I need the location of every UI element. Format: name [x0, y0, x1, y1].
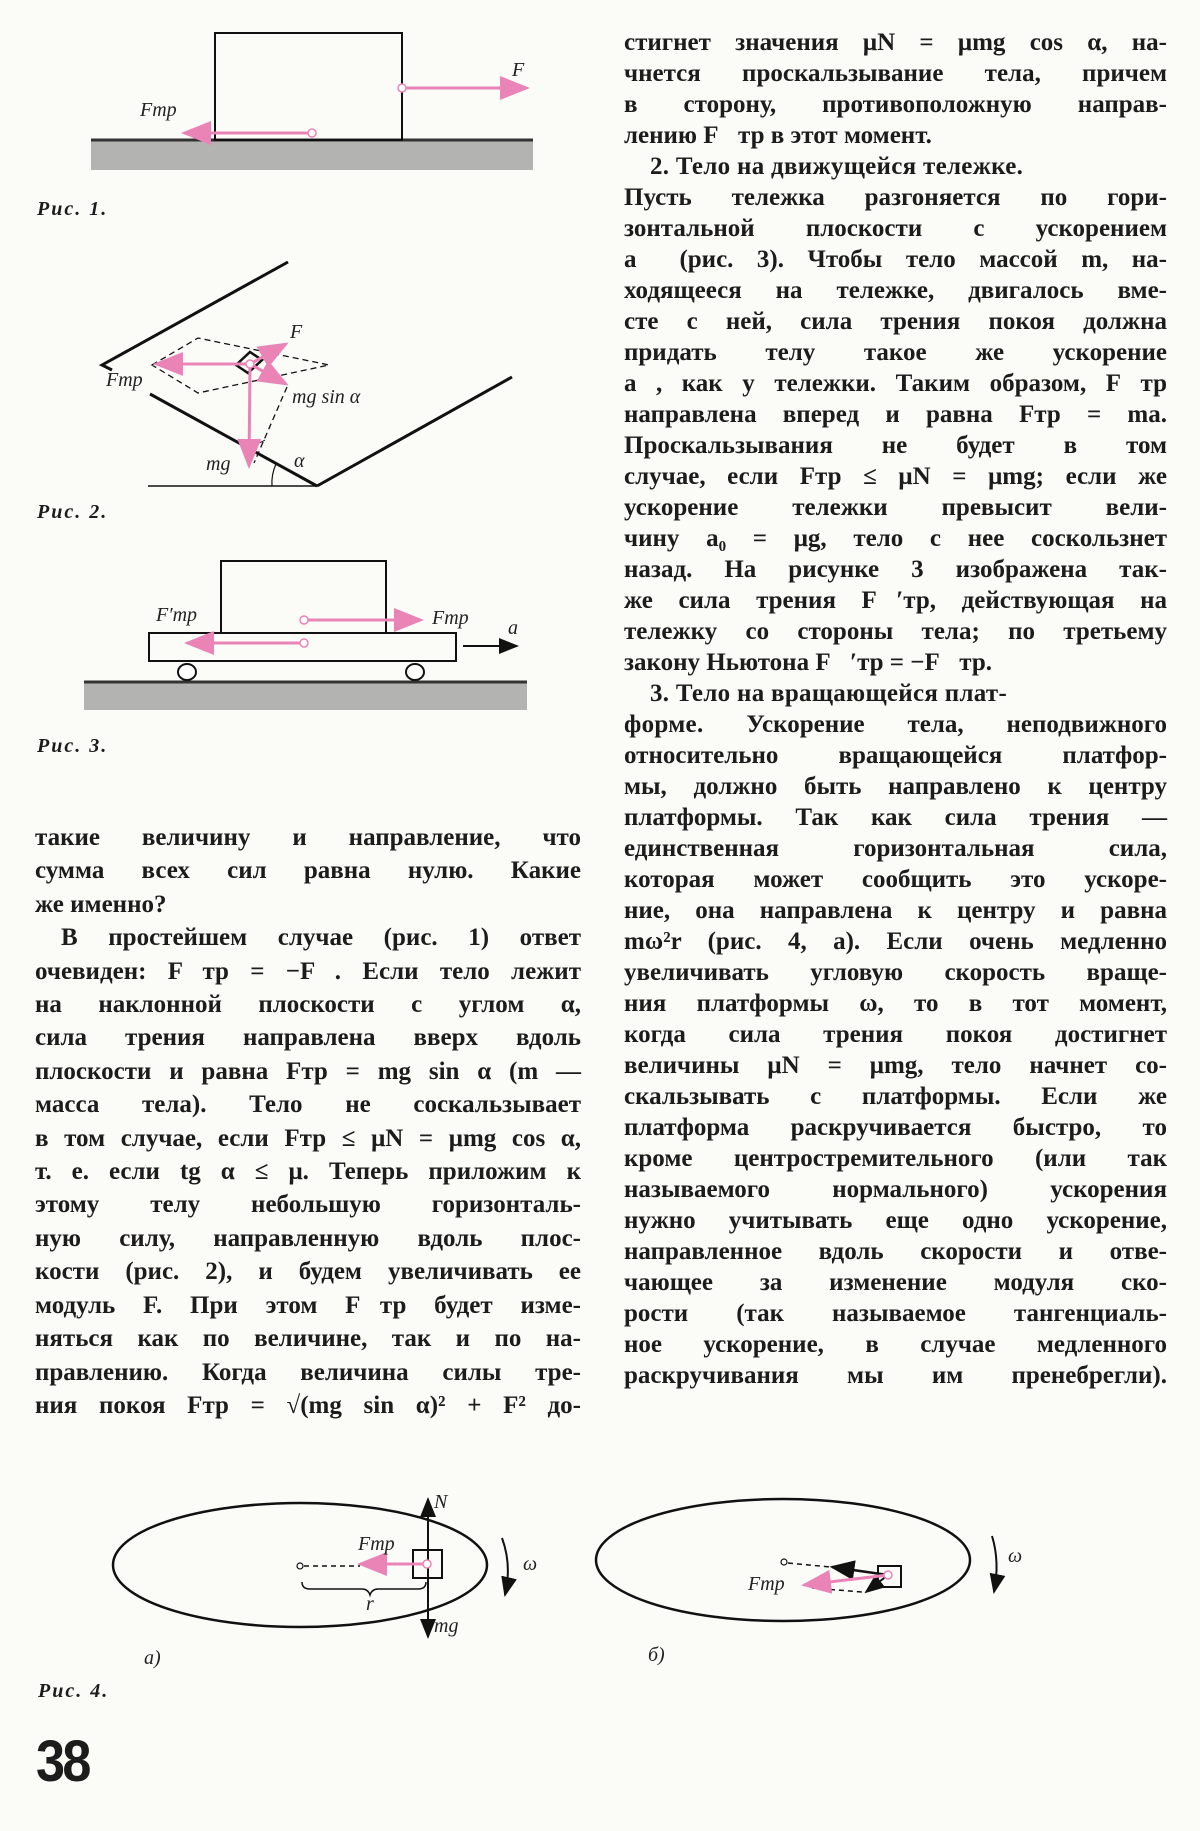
text-line [35, 1255, 581, 1288]
text-content: модуль F. При этом F⃗тр будет изме- [35, 1291, 581, 1319]
text-line [624, 864, 1167, 895]
text-content: придать телу такое же ускорение [624, 339, 1167, 366]
text-content: величины μN = μmg, тело начнет со- [624, 1052, 1167, 1079]
text-content: рости (так называемое тангенциаль- [624, 1300, 1167, 1327]
text-line [624, 461, 1167, 492]
text-content: единственная горизонтальная сила, [624, 835, 1167, 862]
subfigure-b-label: б) [648, 1644, 665, 1666]
text-content: сумма всех сил равна нулю. Какие [35, 857, 581, 885]
text-line [35, 1155, 581, 1188]
text-content: сила трения направлена вверх вдоль [35, 1024, 581, 1052]
text-line [35, 888, 581, 921]
text-line [624, 368, 1167, 399]
text-line [624, 151, 1167, 182]
radius-brace [302, 1582, 426, 1595]
text-line [624, 1329, 1167, 1360]
text-line [624, 678, 1167, 709]
text-content: ние, она направлена к центру и равна [624, 897, 1167, 924]
figure-4a [113, 1491, 537, 1669]
text-line [35, 1021, 581, 1054]
text-line [624, 213, 1167, 244]
figure-2 [102, 262, 512, 486]
text-content: Проскальзывания не будет в том [624, 432, 1167, 459]
label-a: a [508, 617, 518, 639]
text-line [624, 740, 1167, 771]
text-content: ную силу, направленную вдоль плос- [35, 1224, 581, 1252]
text-content: чнется проскальзывание тела, причем [624, 60, 1167, 87]
text-line [35, 1222, 581, 1255]
subfigure-a-label: а) [144, 1647, 161, 1669]
text-line [624, 926, 1167, 957]
text-line [35, 1356, 581, 1389]
text-content: В простейшем случае (рис. 1) ответ [61, 924, 581, 952]
text-line [624, 709, 1167, 740]
text-content: тележку со стороны тела; по третьему [624, 618, 1167, 645]
text-content: направленное вдоль скорости и отве- [624, 1238, 1167, 1265]
figure-3 [84, 561, 527, 710]
text-content: мы, должно быть направлено к центру [624, 773, 1167, 800]
text-line [624, 1050, 1167, 1081]
label-ftr: Fтр [140, 99, 177, 121]
text-content: в сторону, противоположную направ- [624, 91, 1167, 118]
text-line [624, 1112, 1167, 1143]
text-content: mω²r (рис. 4, a). Если очень медленно [624, 928, 1167, 955]
text-line [624, 89, 1167, 120]
text-content: нужно учитывать еще одно ускорение, [624, 1207, 1167, 1234]
rotation-arrow [502, 1538, 508, 1595]
ground [91, 140, 533, 170]
text-content: чину a₀ = μg, тело с нее соскользнет [624, 525, 1167, 552]
label-ftr: Fтр [358, 1533, 395, 1555]
text-line [35, 1188, 581, 1221]
label-mg: mg [434, 1615, 459, 1637]
figure-2-caption: Рис. 2. [37, 501, 109, 523]
section-heading: 2. Тело на движущейся тележке. [650, 153, 1024, 180]
text-line [624, 895, 1167, 926]
rotation-arrow [992, 1536, 997, 1592]
text-line [624, 275, 1167, 306]
text-line [624, 27, 1167, 58]
figure-4-caption: Рис. 4. [38, 1680, 110, 1702]
label-ftr: Fтр [432, 607, 469, 629]
ground [84, 682, 527, 710]
text-line [624, 120, 1167, 151]
text-line [624, 647, 1167, 678]
text-line [624, 1174, 1167, 1205]
block [215, 33, 402, 140]
text-content: когда сила трения покоя достигнет [624, 1021, 1167, 1048]
text-line [624, 58, 1167, 89]
text-content: плоскости и равна Fтр = mg sin α (m — [35, 1057, 581, 1085]
text-content: лению F⃗тр в этот момент. [624, 122, 932, 149]
text-content: a⃗, как у тележки. Таким образом, F⃗тр [624, 370, 1167, 397]
text-content: чающее за изменение модуля ско- [624, 1269, 1167, 1296]
text-content: ния покоя Fтр = √(mg sin α)² + F² до- [35, 1391, 581, 1419]
text-content: ускорение тележки превысит вели- [624, 494, 1167, 521]
text-line [624, 337, 1167, 368]
left-text-column [35, 821, 581, 1422]
section-heading: форме. [624, 711, 704, 738]
text-content: очевиден: F⃗тр = −F⃗. Если тело лежит [35, 957, 581, 985]
section-heading: 3. Тело на вращающейся плат- [650, 680, 1008, 707]
text-content: относительно вращающейся платфор- [624, 742, 1167, 769]
text-content: называемого нормального) ускорения [624, 1176, 1167, 1203]
text-line [35, 921, 581, 954]
text-line [624, 1143, 1167, 1174]
text-content: платформы. Так как сила трения — [624, 804, 1167, 831]
text-line [624, 1019, 1167, 1050]
text-line [624, 771, 1167, 802]
label-mg: mg [206, 453, 231, 475]
figure-4b [596, 1499, 1022, 1666]
text-line [624, 492, 1167, 523]
text-content: этому телу небольшую горизонталь- [35, 1191, 581, 1219]
text-line [624, 523, 1167, 554]
text-content: кроме центростремительного (или так [624, 1145, 1167, 1172]
label-r: r [366, 1593, 374, 1615]
label-alpha: α [294, 450, 305, 472]
text-content: в том случае, если Fтр ≤ μN = μmg cos α, [35, 1124, 581, 1152]
text-line [624, 957, 1167, 988]
text-line [624, 182, 1167, 213]
text-line [35, 988, 581, 1021]
text-line [624, 1360, 1167, 1391]
figure-3-caption: Рис. 3. [37, 735, 109, 757]
text-content: сте с ней, сила трения покоя должна [624, 308, 1167, 335]
text-content: стигнет значения μN = μmg cos α, на- [624, 29, 1167, 56]
figure-1 [91, 33, 533, 170]
label-ftr: Fтр [748, 1573, 785, 1595]
text-line [35, 1289, 581, 1322]
text-content: направлена вперед и равна Fтр = ma. [624, 401, 1167, 428]
text-content: кости (рис. 2), и будем увеличивать ее [35, 1258, 581, 1286]
text-content: платформа раскручивается быстро, то [624, 1114, 1167, 1141]
text-line [624, 616, 1167, 647]
text-content: зонтальной плоскости с ускорением [624, 215, 1167, 242]
text-line [35, 955, 581, 988]
text-line [35, 821, 581, 854]
text-content: которая может сообщить это ускоре- [624, 866, 1167, 893]
text-content: ходящееся на тележке, двигалось вме- [624, 277, 1167, 304]
text-content: закону Ньютона F⃗′тр = −F⃗тр. [624, 649, 993, 676]
text-content: на наклонной плоскости с углом α, [35, 991, 581, 1019]
text-content: случае, если Fтр ≤ μN = μmg; если же [624, 463, 1167, 490]
text-line [624, 399, 1167, 430]
text-content: ное ускорение, в случае медленного [624, 1331, 1167, 1358]
text-content: такие величину и направление, что [35, 824, 581, 851]
label-omega: ω [1008, 1545, 1023, 1567]
text-line [624, 554, 1167, 585]
text-line [624, 988, 1167, 1019]
text-content: масса тела). Тело не соскальзывает [35, 1091, 581, 1119]
text-line [35, 1122, 581, 1155]
text-line [35, 854, 581, 887]
text-line [624, 244, 1167, 275]
text-line [624, 833, 1167, 864]
text-line [624, 585, 1167, 616]
text-line [624, 1081, 1167, 1112]
text-line [624, 306, 1167, 337]
text-content: скальзывать с платформы. Если же [624, 1083, 1167, 1110]
text-content: увеличивать угловую скорость враще- [624, 959, 1167, 986]
text-line [35, 1322, 581, 1355]
label-f: F [512, 59, 525, 81]
figure-1-caption: Рис. 1. [37, 198, 109, 220]
right-text-column [624, 27, 1167, 1391]
text-line [624, 802, 1167, 833]
text-line [35, 1055, 581, 1088]
text-content: же именно? [35, 890, 167, 918]
label-f: F [290, 321, 303, 343]
text-content: Ускорение тела, неподвижного [703, 711, 1167, 738]
text-content: т. е. если tg α ≤ μ. Теперь приложим к [35, 1158, 581, 1186]
label-ftr: Fтр [106, 369, 143, 391]
text-line [624, 1298, 1167, 1329]
text-line [35, 1389, 581, 1422]
text-content: ния платформы ω, то в тот момент, [624, 990, 1167, 1017]
text-content: же сила трения F⃗′тр, действующая на [624, 587, 1167, 614]
label-ftr-prime: F′тр [156, 604, 198, 626]
text-content: a⃗ (рис. 3). Чтобы тело массой m, на- [624, 246, 1167, 273]
text-line [624, 1267, 1167, 1298]
text-content: няться как по величине, так и по на- [35, 1325, 581, 1353]
text-content: Пусть тележка разгоняется по гори- [624, 184, 1167, 211]
page-number: 38 [36, 1729, 89, 1794]
text-content: правлению. Когда величина силы тре- [35, 1358, 581, 1386]
text-line [35, 1088, 581, 1121]
text-content: раскручивания мы им пренебрегли). [624, 1362, 1167, 1389]
label-n: N [434, 1491, 448, 1513]
text-content: назад. На рисунке 3 изображена так- [624, 556, 1167, 583]
text-line [624, 1205, 1167, 1236]
text-line [624, 1236, 1167, 1267]
label-omega: ω [523, 1553, 538, 1575]
label-mg-sin-alpha: mg sin α [292, 386, 361, 408]
text-line [624, 430, 1167, 461]
